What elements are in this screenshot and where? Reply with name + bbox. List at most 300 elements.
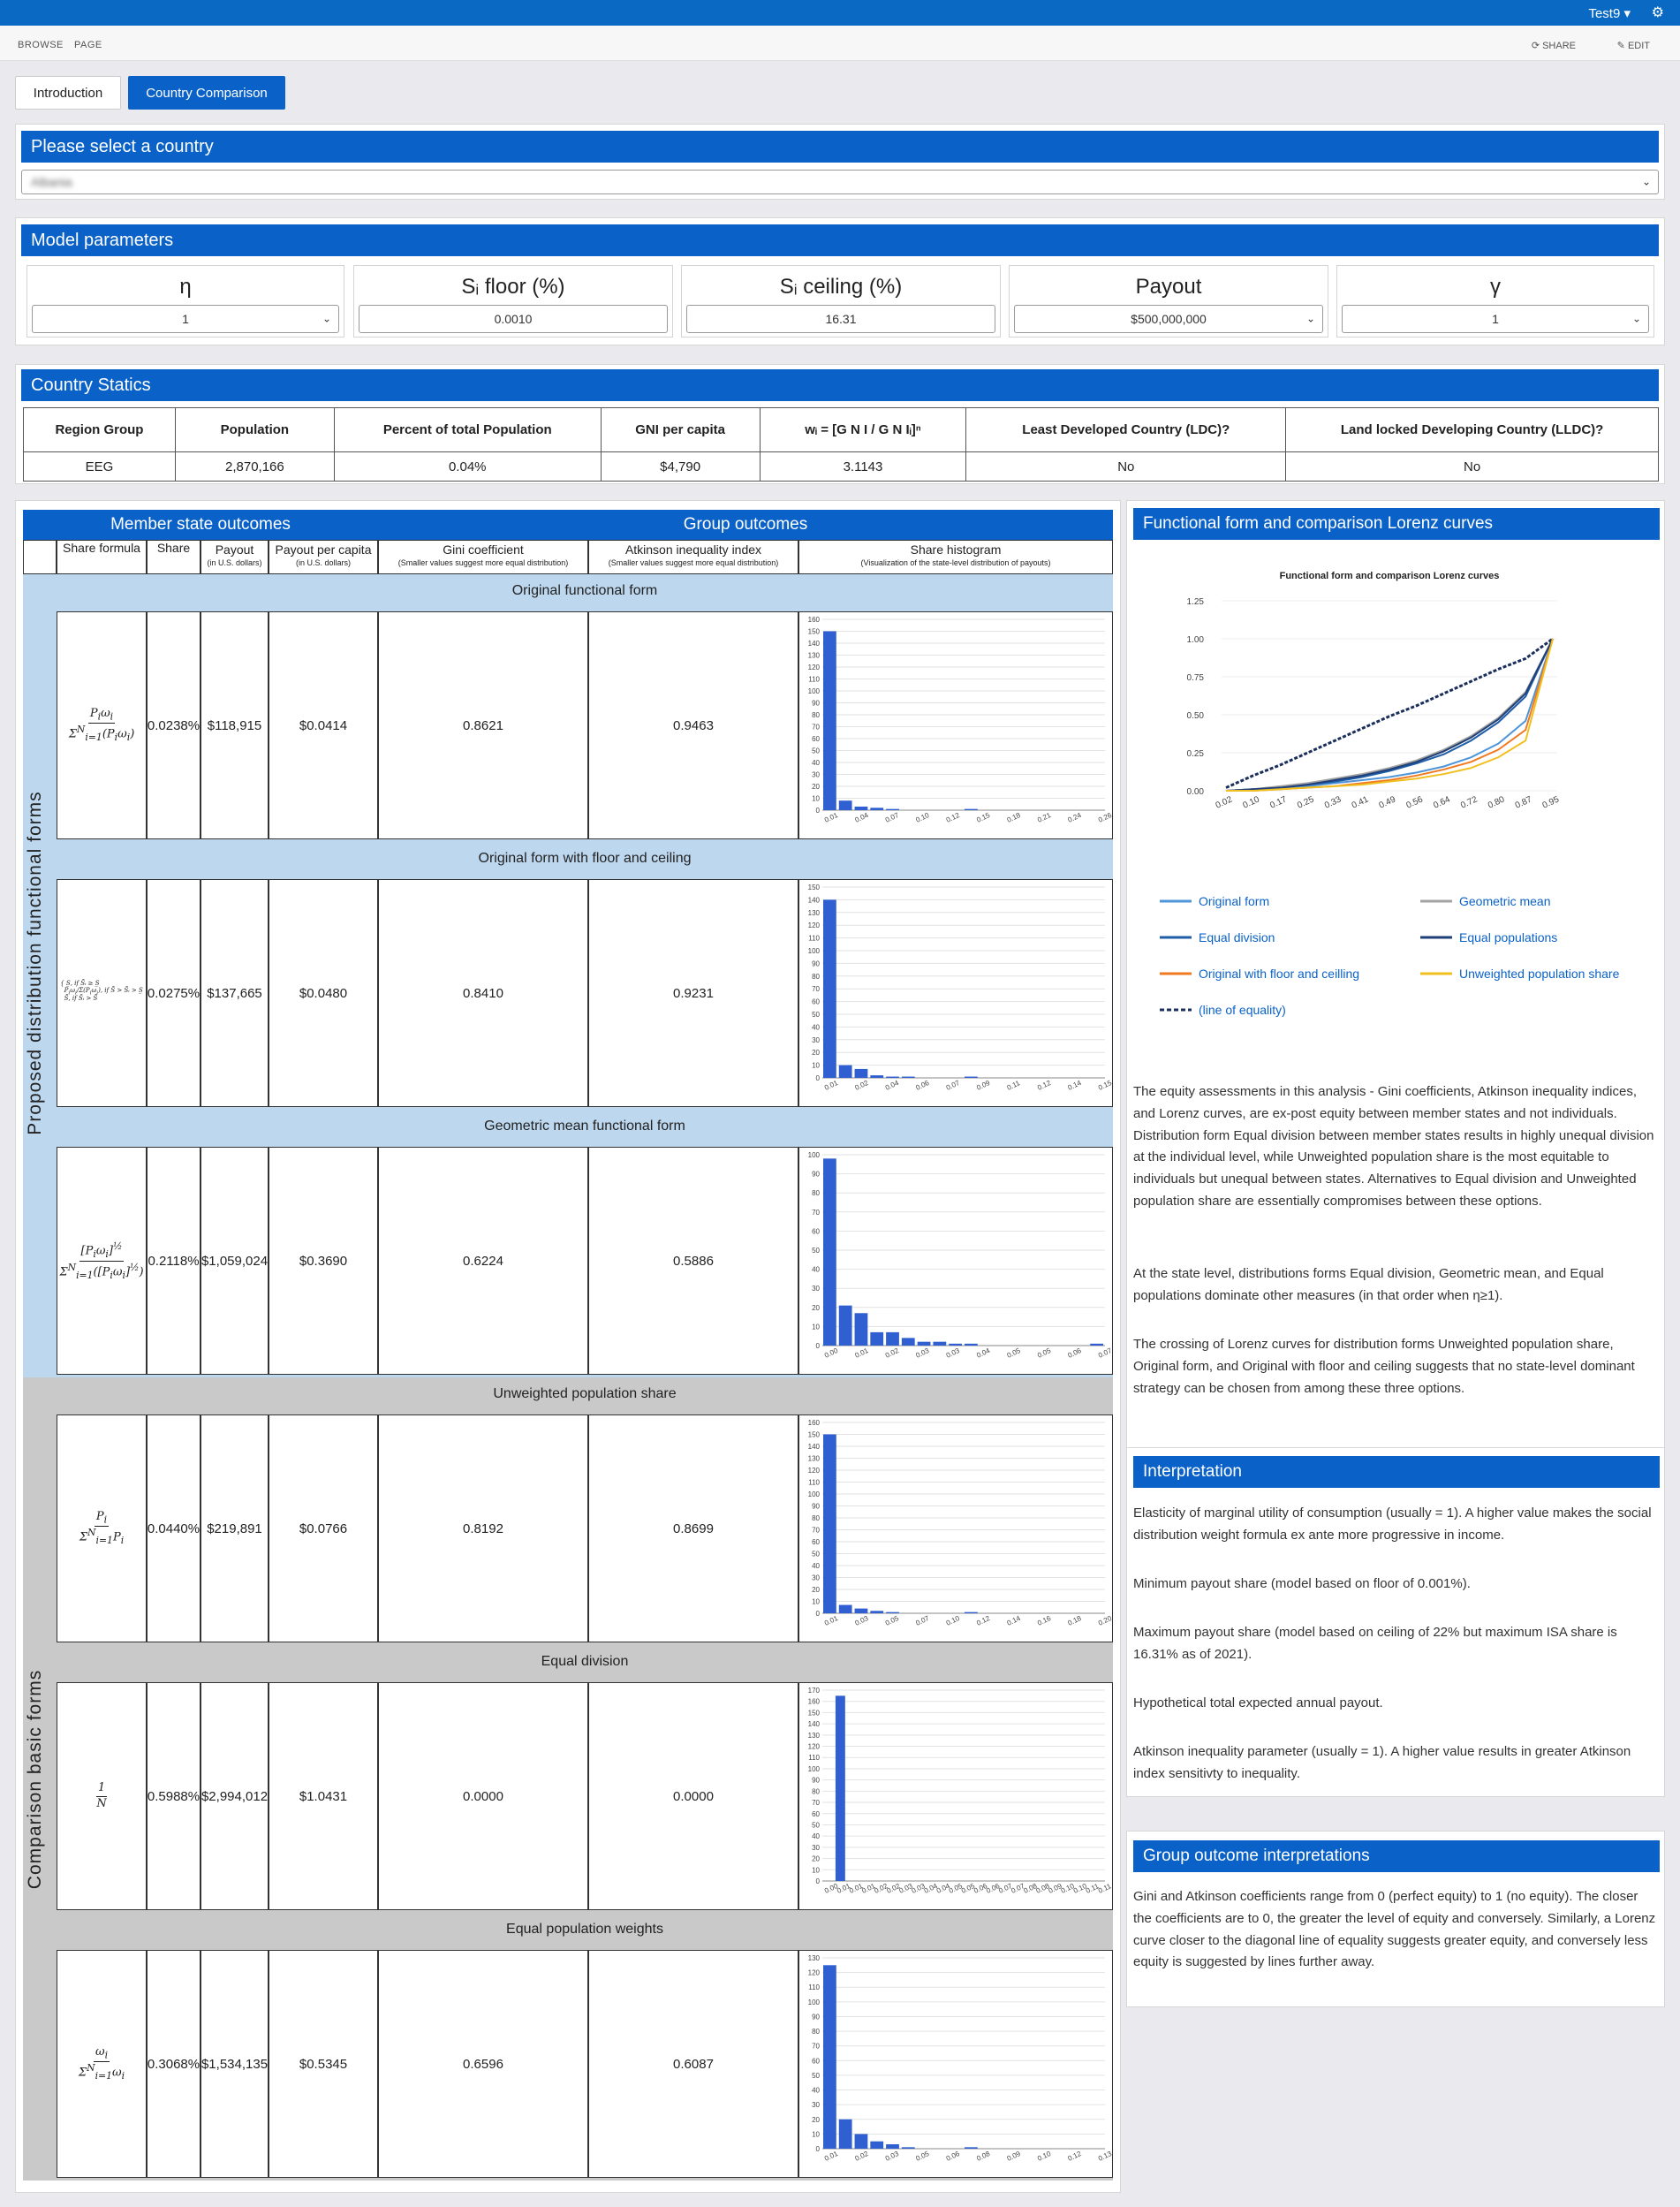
- y-tick-label: 140: [807, 1443, 820, 1451]
- legend-label: (line of equality): [1199, 1003, 1286, 1017]
- x-tick-label: 0.06: [972, 1882, 989, 1895]
- cell-gni: $4,790: [601, 452, 760, 482]
- share-histogram: [798, 611, 1113, 839]
- y-tick-label: 30: [812, 1035, 820, 1044]
- edit-label: EDIT: [1627, 41, 1650, 51]
- y-tick-label: 50: [812, 1550, 820, 1559]
- x-tick-label: 0.01: [823, 811, 839, 824]
- proposed-forms-label: Proposed distribution functional forms: [25, 791, 45, 1135]
- cell-payout: $137,665: [201, 879, 269, 1107]
- histogram-bar: [1090, 1344, 1103, 1346]
- y-tick-label: 120: [807, 921, 820, 930]
- legend-label: Equal division: [1199, 930, 1275, 944]
- gear-icon[interactable]: ⚙: [1651, 5, 1664, 20]
- x-tick-label: 0.09: [1005, 2150, 1022, 2163]
- x-tick-label: 0.87: [1513, 794, 1534, 811]
- lorenz-chart-title: Functional form and comparison Lorenz curves: [1279, 571, 1500, 581]
- x-tick-label: 0.03: [853, 1614, 870, 1627]
- y-tick-label: 30: [812, 770, 820, 779]
- param-ceiling-label: Sᵢ ceiling (%): [779, 275, 903, 299]
- interpretation-title: Interpretation: [1133, 1456, 1660, 1488]
- y-tick-label: 10: [812, 1866, 820, 1875]
- cell-share-formula: [57, 1950, 147, 2178]
- y-tick-label: 10: [812, 794, 820, 803]
- cell-atkinson: 0.9231: [588, 879, 798, 1107]
- country-select[interactable]: [21, 170, 1659, 194]
- cell-share: 0.0275%: [147, 879, 201, 1107]
- x-tick-label: 0.21: [1036, 811, 1053, 824]
- share-formula: $\frac{\omega_i}{\Sigma^N_{i=1}\omega_i}$: [78, 2044, 125, 2082]
- x-tick-label: 0.04: [935, 1882, 951, 1895]
- x-tick-label: 0.18: [1005, 811, 1022, 824]
- x-tick-label: 0.11: [1005, 1079, 1022, 1092]
- x-tick-label: 0.02: [883, 1346, 900, 1360]
- param-ceiling-card: [681, 265, 1001, 337]
- y-tick-label: 70: [812, 1208, 820, 1217]
- x-tick-label: 0.07: [944, 1079, 961, 1092]
- y-tick-label: 70: [812, 723, 820, 732]
- row-section-title: Equal population weights: [506, 1922, 663, 1937]
- x-tick-label: 0.25: [1296, 794, 1316, 811]
- y-tick-label: 0: [815, 1610, 820, 1618]
- histogram-bar: [965, 1077, 978, 1078]
- group-interp-title: Group outcome interpretations: [1133, 1840, 1660, 1872]
- cell-share: 0.2118%: [147, 1147, 201, 1375]
- col-gini: [378, 540, 588, 574]
- interp-paragraph-1: Elasticity of marginal utility of consumption (usually = 1). A higher value makes the social distribution weight formula ex ante more progressive in income.: [1133, 1505, 1652, 1543]
- y-tick-label: 40: [812, 1023, 820, 1032]
- y-tick-label: 60: [812, 1809, 820, 1818]
- col-atkinson-label: Atkinson inequality index: [624, 542, 762, 557]
- y-tick-label: 110: [808, 1754, 820, 1763]
- model-parameters-title: Model parameters: [21, 224, 1659, 256]
- x-tick-label: 0.03: [914, 1346, 931, 1360]
- y-tick-label: 20: [812, 1303, 820, 1312]
- comparison-forms-label: Comparison basic forms: [25, 1669, 45, 1890]
- histogram-bar: [855, 2134, 868, 2149]
- x-tick-label: 0.10: [944, 1614, 961, 1627]
- y-tick-label: 40: [812, 2086, 820, 2095]
- cell-payout: $118,915: [201, 611, 269, 839]
- x-tick-label: 0.05: [947, 1882, 964, 1895]
- y-tick-label: 110: [808, 1478, 820, 1487]
- y-tick-label: 110: [808, 934, 820, 943]
- param-ceiling-input[interactable]: [686, 305, 995, 333]
- histogram-svg: [799, 880, 1112, 1106]
- x-tick-label: 0.12: [975, 1614, 992, 1627]
- group-interp-paragraph: Gini and Atkinson coefficients range from 0 (perfect equity) to 1 (no equity). The closer the coefficients are to 0, the greater the level of equity and conversely. Similarly, a Lorenz curve closer to the diagonal line of equality suggests greater equity, and conversely less equity is suggested by lines further away.: [1133, 1889, 1656, 1970]
- histogram-bar: [855, 1609, 868, 1613]
- share-formula: $\frac{P_i}{\Sigma^N_{i=1}P_i}$: [79, 1509, 125, 1547]
- x-tick-label: 0.64: [1432, 794, 1452, 811]
- y-tick-label: 0.00: [1186, 787, 1204, 797]
- country-statics-table: [23, 407, 1659, 482]
- histogram-bar: [886, 1332, 899, 1346]
- col-histogram: [798, 540, 1113, 574]
- ribbon-tab-page[interactable]: PAGE: [74, 40, 102, 50]
- y-tick-label: 30: [812, 2101, 820, 2110]
- y-tick-label: 80: [812, 1189, 820, 1198]
- x-tick-label: 0.01: [853, 1346, 870, 1360]
- share-label: SHARE: [1542, 41, 1576, 51]
- x-tick-label: 0.10: [1241, 794, 1261, 811]
- param-eta-value: 1: [182, 312, 189, 326]
- share-histogram: [798, 879, 1113, 1107]
- x-tick-label: 0.01: [860, 1882, 877, 1895]
- y-tick-label: 130: [807, 908, 820, 917]
- histogram-bar: [823, 1158, 836, 1346]
- group-outcomes-header: Group outcomes: [378, 510, 1113, 540]
- cell-atkinson: 0.9463: [588, 611, 798, 839]
- param-payout-label: Payout: [1135, 275, 1202, 299]
- y-tick-label: 70: [812, 985, 820, 994]
- legend-label: Geometric mean: [1459, 894, 1551, 908]
- param-gamma-card: [1336, 265, 1654, 337]
- share-formula: { S̲, if S̃ᵢ ≥ S̲ $P_i\omega_i/\Sigma(P_i\omega_i)$, if S̄ > S̃ᵢ > S̲ S̄, if S̃ᵢ > S̄: [60, 979, 143, 1003]
- histogram-bar: [855, 807, 868, 810]
- y-tick-label: 0.75: [1186, 673, 1204, 683]
- histogram-bar: [965, 809, 978, 810]
- y-tick-label: 50: [812, 1011, 820, 1019]
- x-tick-label: 0.15: [1097, 1079, 1112, 1092]
- x-tick-label: 0.06: [944, 2150, 961, 2163]
- histogram-svg: [799, 1415, 1112, 1642]
- y-tick-label: 20: [812, 1586, 820, 1594]
- y-tick-label: 50: [812, 1247, 820, 1255]
- table-row: [24, 452, 1659, 482]
- x-tick-label: 0.14: [1005, 1614, 1022, 1627]
- param-gamma-label: γ: [1490, 275, 1501, 299]
- cell-atkinson: 0.8699: [588, 1414, 798, 1642]
- y-tick-label: 60: [812, 2057, 820, 2066]
- x-tick-label: 0.12: [944, 811, 961, 824]
- col-histogram-sub: (Visualization of the state-level distribution of payouts): [860, 558, 1051, 567]
- share-histogram: [798, 1414, 1113, 1642]
- x-tick-label: 0.12: [1066, 2150, 1083, 2163]
- y-tick-label: 30: [812, 1574, 820, 1582]
- x-tick-label: 0.07: [1097, 1346, 1112, 1360]
- param-eta-select[interactable]: [32, 305, 339, 333]
- lorenz-paragraph-3: The crossing of Lorenz curves for distribution forms Unweighted population share, Original form, and Original with floor and ceiling suggests that no state-level dominant strategy can be chosen from among these three options.: [1133, 1337, 1635, 1396]
- y-tick-label: 50: [812, 747, 820, 755]
- y-tick-label: 40: [812, 1562, 820, 1570]
- histogram-svg: [799, 1951, 1112, 2177]
- y-tick-label: 140: [807, 1720, 820, 1729]
- cell-payout-per-capita: $0.0480: [269, 879, 378, 1107]
- cell-share-formula: [57, 1414, 147, 1642]
- y-tick-label: 140: [807, 896, 820, 905]
- y-tick-label: 110: [808, 1983, 820, 1992]
- cell-payout-per-capita: $0.5345: [269, 1950, 378, 2178]
- lorenz-chart: [1133, 548, 1660, 1043]
- cell-atkinson: 0.0000: [588, 1682, 798, 1910]
- param-eta-label: η: [179, 275, 192, 299]
- cell-share-formula: [57, 1682, 147, 1910]
- share-histogram: [798, 1682, 1113, 1910]
- y-tick-label: 80: [812, 2028, 820, 2036]
- histogram-bar: [933, 1342, 946, 1346]
- x-tick-label: 0.12: [1036, 1079, 1053, 1092]
- y-tick-label: 90: [812, 1776, 820, 1785]
- y-tick-label: 1.00: [1186, 635, 1204, 645]
- col-weight: wᵢ = [G N I / G N Iᵢ]ⁿ: [760, 408, 966, 452]
- histogram-bar: [870, 1332, 883, 1346]
- param-floor-value: 0.0010: [494, 312, 533, 326]
- tab-introduction[interactable]: Introduction: [15, 76, 121, 110]
- param-ceiling-value: 16.31: [825, 312, 857, 326]
- y-tick-label: 120: [807, 1742, 820, 1751]
- col-share-formula-label: Share formula: [63, 541, 140, 555]
- table-header-row: [24, 408, 1659, 452]
- lorenz-paragraph-2: At the state level, distributions forms Equal division, Geometric mean, and Equal populations dominate other measures (in that order when η≥1).: [1133, 1266, 1604, 1303]
- x-tick-label: 0.10: [914, 811, 931, 824]
- x-tick-label: 0.04: [853, 811, 870, 824]
- x-tick-label: 0.10: [1036, 2150, 1053, 2163]
- cell-share: 0.0238%: [147, 611, 201, 839]
- y-tick-label: 30: [812, 1843, 820, 1852]
- y-tick-label: 80: [812, 1787, 820, 1796]
- histogram-bar: [870, 1611, 883, 1613]
- x-tick-label: 0.03: [910, 1882, 927, 1895]
- cell-share-formula: [57, 611, 147, 839]
- x-tick-label: 0.01: [823, 2150, 839, 2163]
- histogram-bar: [902, 1077, 915, 1078]
- x-tick-label: 0.41: [1350, 794, 1371, 811]
- y-tick-label: 80: [812, 1514, 820, 1522]
- col-gini-sub: (Smaller values suggest more equal distribution): [397, 558, 569, 567]
- cell-payout: $219,891: [201, 1414, 269, 1642]
- x-tick-label: 0.01: [823, 1079, 839, 1092]
- histogram-bar: [836, 1695, 845, 1881]
- cell-lldc: No: [1286, 452, 1659, 482]
- cell-share: 0.5988%: [147, 1682, 201, 1910]
- col-lldc: Land locked Developing Country (LLDC)?: [1286, 408, 1659, 452]
- x-tick-label: 0.15: [975, 811, 992, 824]
- y-tick-label: 120: [807, 664, 820, 671]
- chevron-down-icon: ⌄: [1631, 312, 1641, 325]
- cell-payout-per-capita: $0.0414: [269, 611, 378, 839]
- y-tick-label: 130: [807, 1731, 820, 1740]
- legend-label: Unweighted population share: [1459, 967, 1620, 981]
- cell-gini: 0.6224: [378, 1147, 588, 1375]
- row-section-title: Unweighted population share: [493, 1386, 677, 1401]
- y-tick-label: 150: [807, 627, 820, 636]
- histogram-bar: [823, 632, 836, 811]
- cell-payout-per-capita: $0.3690: [269, 1147, 378, 1375]
- histogram-svg: [799, 612, 1112, 838]
- user-menu[interactable]: Test9 ▾: [1588, 6, 1631, 21]
- col-atkinson: [588, 540, 798, 574]
- x-tick-label: 0.24: [1066, 811, 1083, 824]
- param-gamma-select[interactable]: [1342, 305, 1649, 333]
- x-tick-label: 0.06: [914, 1079, 931, 1092]
- y-tick-label: 150: [807, 1709, 820, 1718]
- y-tick-label: 90: [812, 1170, 820, 1179]
- interp-paragraph-5: Atkinson inequality parameter (usually = 1). A higher value results in greater Atkinson index sensitivty to inequality.: [1133, 1744, 1631, 1781]
- y-tick-label: 60: [812, 735, 820, 743]
- histogram-bar: [839, 1605, 852, 1613]
- col-percent-population: Percent of total Population: [334, 408, 601, 452]
- y-tick-label: 60: [812, 997, 820, 1006]
- histogram-bar: [918, 1342, 931, 1346]
- x-tick-label: 0.14: [1066, 1079, 1083, 1092]
- x-tick-label: 0.06: [1066, 1346, 1083, 1360]
- col-payout-per-capita: [269, 540, 378, 574]
- col-gni-per-capita: GNI per capita: [601, 408, 760, 452]
- cell-region-group: EEG: [24, 452, 176, 482]
- x-tick-label: 0.00: [823, 1882, 839, 1895]
- y-tick-label: 160: [807, 1419, 820, 1427]
- y-tick-label: 130: [807, 1454, 820, 1463]
- suite-bar: [0, 0, 1680, 26]
- country-select-title: Please select a country: [21, 131, 1659, 163]
- x-tick-label: 0.02: [885, 1882, 902, 1895]
- x-tick-label: 0.02: [1214, 794, 1234, 811]
- row-section-title: Geometric mean functional form: [484, 1119, 685, 1134]
- share-button[interactable]: [1532, 40, 1576, 51]
- share-formula: $\frac{1}{N}$: [96, 1780, 107, 1810]
- chevron-down-icon: ⌄: [1641, 175, 1651, 188]
- x-tick-label: 0.11: [1097, 1882, 1112, 1895]
- histogram-bar: [839, 1306, 852, 1346]
- param-payout-card: [1009, 265, 1328, 337]
- x-tick-label: 0.07: [1010, 1882, 1026, 1895]
- row-section-title: Original form with floor and ceiling: [478, 851, 692, 866]
- country-select-value: Albania: [31, 175, 72, 189]
- y-tick-label: 100: [807, 947, 820, 955]
- y-tick-label: 60: [812, 1227, 820, 1236]
- y-tick-label: 50: [812, 1821, 820, 1830]
- cell-payout: $1,534,135: [201, 1950, 269, 2178]
- y-tick-label: 70: [812, 1799, 820, 1808]
- y-tick-label: 40: [812, 1832, 820, 1841]
- x-tick-label: 0.05: [914, 2150, 931, 2163]
- histogram-svg: [799, 1148, 1112, 1374]
- ribbon-tab-browse[interactable]: BROWSE: [18, 40, 64, 50]
- y-tick-label: 100: [807, 1998, 820, 2006]
- y-tick-label: 10: [812, 1061, 820, 1070]
- histogram-bar: [823, 1435, 836, 1614]
- col-atkinson-sub: (Smaller values suggest more equal distribution): [608, 558, 779, 567]
- x-tick-label: 0.09: [975, 1079, 992, 1092]
- y-tick-label: 100: [807, 1490, 820, 1498]
- histogram-svg: [799, 1683, 1112, 1909]
- histogram-bar: [839, 800, 852, 810]
- row-section-title: Equal division: [541, 1654, 629, 1669]
- col-payout-per-capita-sub: (in U.S. dollars): [295, 558, 351, 567]
- histogram-bar: [855, 1313, 868, 1346]
- share-formula: $\frac{[P_i\omega_i]^{\frac{1}{2}}}{\Sigma^N_{i=1}([P_i\omega_i]^{\frac{1}{2}})}$: [59, 1240, 144, 1281]
- col-payout: [201, 540, 269, 574]
- y-tick-label: 0: [815, 807, 820, 815]
- histogram-bar: [949, 1344, 962, 1346]
- y-tick-label: 0: [815, 1877, 820, 1885]
- y-tick-label: 90: [812, 1502, 820, 1511]
- row-section-title: Original functional form: [511, 583, 658, 598]
- y-tick-label: 170: [807, 1687, 820, 1695]
- cell-gini: 0.0000: [378, 1682, 588, 1910]
- histogram-bar: [886, 1077, 899, 1078]
- cell-gini: 0.8192: [378, 1414, 588, 1642]
- cell-ldc: No: [966, 452, 1286, 482]
- histogram-bar: [839, 2120, 852, 2149]
- histogram-bar: [870, 808, 883, 810]
- y-tick-label: 120: [807, 1467, 820, 1475]
- histogram-bar: [870, 2142, 883, 2149]
- x-tick-label: 0.20: [1097, 1614, 1112, 1627]
- member-outcomes-header: Member state outcomes: [23, 510, 378, 540]
- param-eta-card: [26, 265, 344, 337]
- histogram-bar: [965, 2147, 978, 2149]
- x-tick-label: 0.95: [1540, 794, 1561, 811]
- cell-payout-per-capita: $1.0431: [269, 1682, 378, 1910]
- y-tick-label: 0.50: [1186, 711, 1204, 721]
- y-tick-label: 110: [808, 675, 820, 684]
- y-tick-label: 100: [807, 1764, 820, 1773]
- param-floor-input[interactable]: [359, 305, 668, 333]
- param-payout-select[interactable]: [1014, 305, 1323, 333]
- param-gamma-value: 1: [1492, 312, 1499, 326]
- param-floor-label: Sᵢ floor (%): [461, 275, 565, 299]
- y-tick-label: 70: [812, 2042, 820, 2051]
- y-tick-label: 130: [807, 1954, 820, 1962]
- cell-share-formula: [57, 879, 147, 1107]
- x-tick-label: 0.05: [960, 1882, 976, 1895]
- col-histogram-label: Share histogram: [910, 542, 1002, 557]
- x-tick-label: 0.07: [997, 1882, 1014, 1895]
- x-tick-label: 0.04: [975, 1346, 992, 1360]
- x-tick-label: 0.10: [1059, 1882, 1076, 1895]
- x-tick-label: 0.11: [1084, 1882, 1101, 1895]
- interp-paragraph-2: Minimum payout share (model based on floor of 0.001%).: [1133, 1576, 1471, 1591]
- histogram-bar: [886, 1612, 899, 1613]
- col-share-label: Share: [156, 541, 191, 555]
- x-tick-label: 0.03: [944, 1346, 961, 1360]
- y-tick-label: 130: [807, 651, 820, 660]
- x-tick-label: 0.56: [1404, 794, 1425, 811]
- x-tick-label: 0.07: [914, 1614, 931, 1627]
- x-tick-label: 0.00: [823, 1346, 839, 1360]
- x-tick-label: 0.49: [1377, 794, 1397, 811]
- x-tick-label: 0.10: [1071, 1882, 1088, 1895]
- y-tick-label: 10: [812, 2130, 820, 2139]
- x-tick-label: 0.03: [897, 1882, 914, 1895]
- x-tick-label: 0.02: [853, 1079, 870, 1092]
- col-region-group: Region Group: [24, 408, 176, 452]
- chevron-down-icon: ⌄: [1305, 312, 1315, 325]
- y-tick-label: 140: [807, 640, 820, 648]
- x-tick-label: 0.05: [883, 1614, 900, 1627]
- histogram-bar: [870, 1075, 883, 1078]
- x-tick-label: 0.03: [883, 2150, 900, 2163]
- y-tick-label: 20: [812, 783, 820, 791]
- tab-country-comparison[interactable]: Country Comparison: [128, 76, 285, 110]
- ribbon: [0, 26, 1680, 61]
- y-tick-label: 70: [812, 1526, 820, 1535]
- x-tick-label: 0.08: [975, 2150, 992, 2163]
- cell-share-formula: [57, 1147, 147, 1375]
- y-tick-label: 20: [812, 1049, 820, 1058]
- edit-button[interactable]: [1617, 40, 1650, 51]
- share-histogram: [798, 1950, 1113, 2178]
- col-share-formula: [57, 540, 147, 574]
- x-tick-label: 0.05: [1005, 1346, 1022, 1360]
- y-tick-label: 160: [807, 616, 820, 624]
- histogram-bar: [855, 1069, 868, 1078]
- col-ldc: Least Developed Country (LDC)?: [966, 408, 1286, 452]
- x-tick-label: 0.26: [1097, 811, 1112, 824]
- histogram-bar: [902, 2147, 915, 2149]
